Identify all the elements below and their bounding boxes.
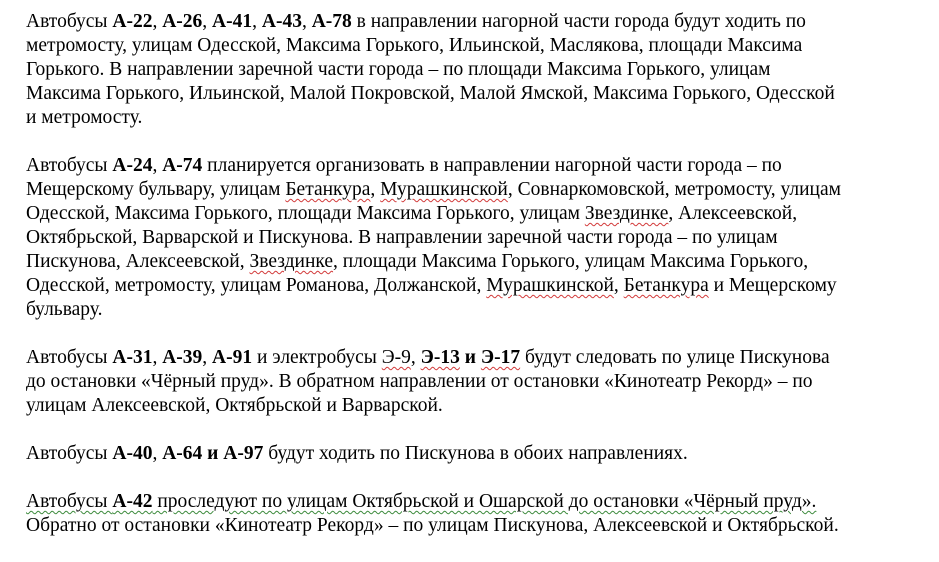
- route-number: А-41: [212, 11, 253, 32]
- text-line: [26, 106, 932, 130]
- text-line: [26, 202, 932, 226]
- text-run: Э-9: [381, 347, 411, 368]
- text-run: Обратно от остановки «Кинотеатр Рекорд» – по улицам Пискунова, Алексеевской и Октябрьской.: [26, 515, 839, 536]
- text-run: Звездинке: [249, 251, 334, 272]
- route-number: А-78: [311, 11, 352, 32]
- text-run: ,: [152, 347, 163, 368]
- text-line: [26, 298, 932, 322]
- route-number: Э-17: [480, 347, 521, 368]
- text-line: [26, 394, 932, 418]
- text-run: Автобусы: [26, 443, 113, 464]
- text-run: Одесской, Максима Горького, площади Максима Горького, улицам: [26, 203, 585, 224]
- route-number: А-22: [112, 11, 153, 32]
- text-line: [26, 34, 932, 58]
- text-run: Одесской, метромосту, улицам Романова, Должанской,: [26, 275, 487, 296]
- document-body: [26, 10, 932, 562]
- route-number: А-97: [223, 443, 264, 464]
- text-run: будут ходить по Пискунова в обоих направлениях.: [263, 443, 688, 464]
- route-number: А-91: [212, 347, 253, 368]
- text-run: Максима Горького, Ильинской, Малой Покровской, Малой Ямской, Максима Горького, Одесской: [26, 83, 835, 104]
- text-line: [26, 178, 932, 202]
- text-line: [26, 490, 932, 514]
- route-number: и: [202, 443, 224, 464]
- text-run: Октябрьской, Варварской и Пискунова. В направлении заречной части города – по улицам: [26, 227, 778, 248]
- route-number: А-42: [112, 491, 153, 512]
- route-number: А-26: [162, 11, 203, 32]
- text-run: планируется организовать в направлении нагорной части города – по: [202, 155, 782, 176]
- text-line: [26, 154, 932, 178]
- text-run: ,: [202, 347, 213, 368]
- text-run: до остановки «Чёрный пруд». В обратном направлении от остановки «Кинотеатр Рекорд» – по: [26, 371, 813, 392]
- text-run: Бетанкура: [623, 275, 709, 296]
- route-number: А-40: [112, 443, 153, 464]
- text-line: [26, 442, 932, 466]
- text-run: Мурашкинской: [486, 275, 614, 296]
- text-run: ,: [613, 275, 624, 296]
- paragraph: [26, 490, 932, 538]
- route-number: Э-13: [420, 347, 460, 368]
- route-number: А-64: [162, 443, 203, 464]
- route-number: А-74: [162, 155, 203, 176]
- text-run: ,: [152, 443, 163, 464]
- text-run: будут следовать по улице Пискунова: [520, 347, 830, 368]
- text-line: [26, 346, 932, 370]
- text-run: Автобусы: [26, 11, 113, 32]
- text-run: Автобусы: [26, 347, 113, 368]
- text-run: , площади Максима Горького, улицам Максима Горького,: [333, 251, 809, 272]
- route-number: и: [459, 347, 481, 368]
- paragraph: [26, 346, 932, 418]
- text-run: улицам Алексеевской, Октябрьской и Варварской.: [26, 395, 443, 416]
- text-run: в направлении нагорной части города будут ходить по: [351, 11, 806, 32]
- route-number: А-31: [112, 347, 153, 368]
- text-run: метромосту, улицам Одесской, Максима Горького, Ильинской, Маслякова, площади Максима: [26, 35, 803, 56]
- route-number: А-43: [261, 11, 302, 32]
- text-run: ,: [152, 11, 163, 32]
- text-run: Звездинке: [584, 203, 669, 224]
- text-run: и электробусы: [252, 347, 382, 368]
- text-run: Мещерскому бульвару, улицам: [26, 179, 286, 200]
- paragraph: [26, 154, 932, 322]
- route-number: А-39: [162, 347, 203, 368]
- paragraph: [26, 10, 932, 130]
- route-number: А-24: [112, 155, 153, 176]
- text-run: проследуют по улицам Октябрьской и Ошарской до остановки «Чёрный пруд».: [152, 491, 817, 512]
- text-run: Бетанкура: [285, 179, 371, 200]
- text-run: и метромосту.: [26, 107, 143, 128]
- text-line: [26, 226, 932, 250]
- text-line: [26, 82, 932, 106]
- text-line: [26, 514, 932, 538]
- text-line: [26, 58, 932, 82]
- text-run: ,: [252, 11, 262, 32]
- text-run: Автобусы: [26, 155, 113, 176]
- text-run: ,: [370, 179, 381, 200]
- text-line: [26, 250, 932, 274]
- text-run: ,: [202, 11, 213, 32]
- text-run: , Алексеевской,: [668, 203, 798, 224]
- text-run: ,: [410, 347, 421, 368]
- text-line: [26, 370, 932, 394]
- text-run: бульвару.: [26, 299, 103, 320]
- text-run: Автобусы: [26, 491, 113, 512]
- text-run: ,: [301, 11, 312, 32]
- text-run: Горького. В направлении заречной части города – по площади Максима Горького, улицам: [26, 59, 771, 80]
- text-run: и Мещерскому: [708, 275, 837, 296]
- text-run: ,: [152, 155, 163, 176]
- text-run: Мурашкинской: [380, 179, 508, 200]
- paragraph: [26, 442, 932, 466]
- text-line: [26, 10, 932, 34]
- text-run: Пискунова, Алексеевской,: [26, 251, 250, 272]
- text-run: , Совнаркомовской, метромосту, улицам: [507, 179, 841, 200]
- text-line: [26, 274, 932, 298]
